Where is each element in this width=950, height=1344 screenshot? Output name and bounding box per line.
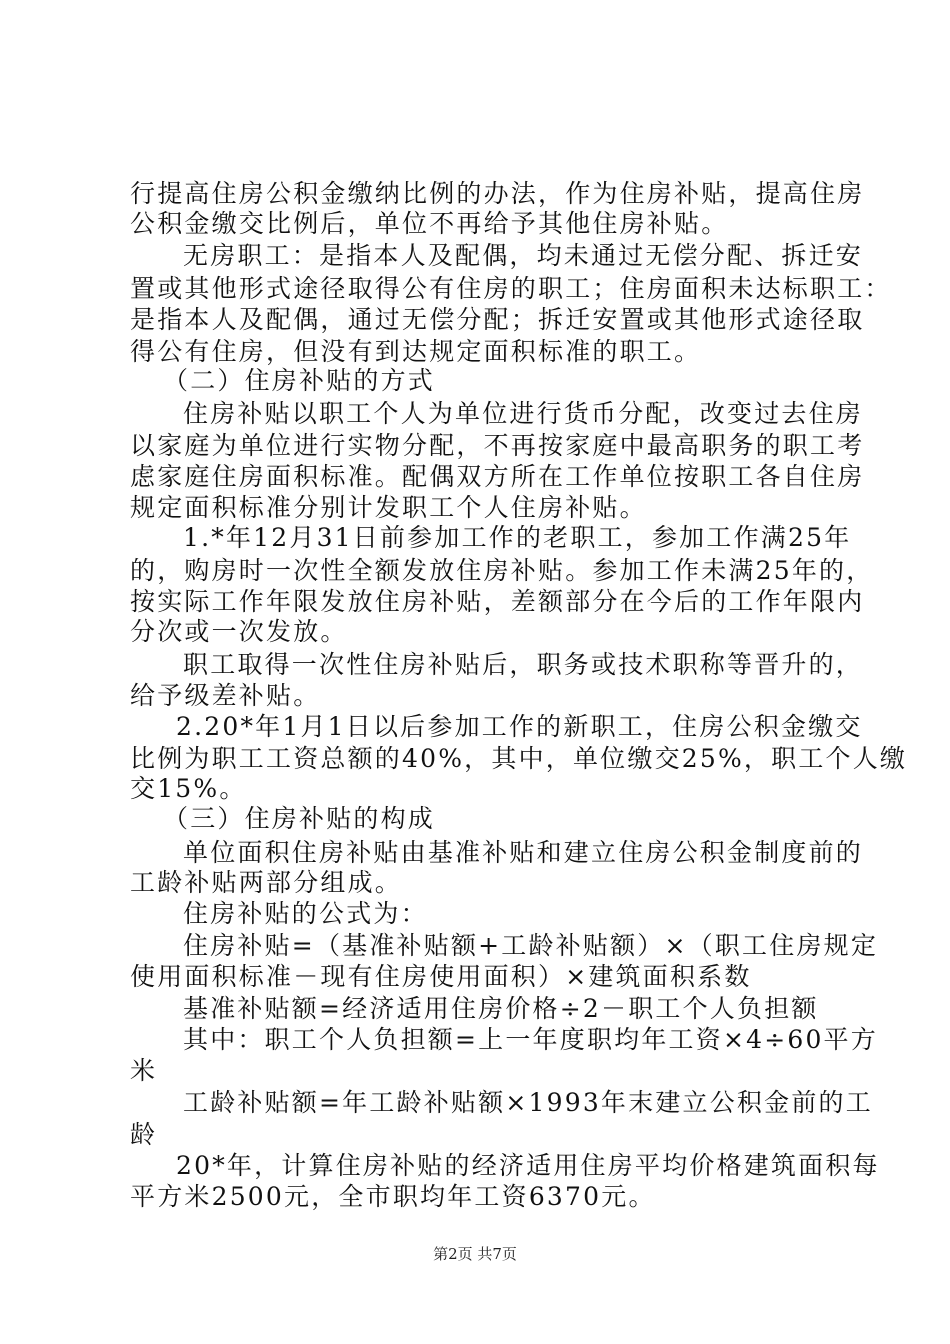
text-line: 平方米2500元，全市职均年工资6370元。 [130,1182,656,1211]
text-line: 比例为职工工资总额的40%，其中，单位缴交25%，职工个人缴 [130,744,908,773]
formula-line: 工龄补贴额=年工龄补贴额×1993年末建立公积金前的工 [183,1088,873,1117]
text-line: 单位面积住房补贴由基准补贴和建立住房公积金制度前的 [183,838,864,867]
text-line: 虑家庭住房面积标准。配偶双方所在工作单位按职工各自住房 [130,462,865,491]
formula-line: 米 [130,1056,158,1085]
text-line: 住房补贴的公式为： [183,899,428,928]
formula-line: 使用面积标准－现有住房使用面积）×建筑面积系数 [130,962,752,991]
text-line: 以家庭为单位进行实物分配，不再按家庭中最高职务的职工考 [130,431,865,460]
text-line: 是指本人及配偶，通过无偿分配；拆迁安置或其他形式途径取 [130,305,865,334]
formula-line: 龄 [130,1120,158,1149]
text-line: 无房职工：是指本人及配偶，均未通过无偿分配、拆迁安 [183,241,864,270]
formula-line: 其中：职工个人负担额=上一年度职均年工资×4÷60平方 [183,1025,878,1054]
section-heading: （三）住房补贴的构成 [163,804,436,833]
text-line: 职工取得一次性住房补贴后，职务或技术职称等晋升的， [183,650,864,679]
formula-line: 基准补贴额=经济适用住房价格÷2－职工个人负担额 [183,994,819,1023]
page-number-footer: 第2页 共7页 [433,1245,517,1263]
text-line: 行提高住房公积金缴纳比例的办法，作为住房补贴，提高住房 [130,179,865,208]
text-line: 住房补贴以职工个人为单位进行货币分配，改变过去住房 [183,399,864,428]
section-heading: （二）住房补贴的方式 [163,366,436,395]
text-line: 按实际工作年限发放住房补贴，差额部分在今后的工作年限内 [130,587,865,616]
text-line: 给予级差补贴。 [130,681,321,710]
text-line: 分次或一次发放。 [130,617,348,646]
text-line: 交15%。 [130,774,247,803]
text-line: 规定面积标准分别计发职工个人住房补贴。 [130,493,647,522]
text-line: 工龄补贴两部分组成。 [130,868,403,897]
text-line: 公积金缴交比例后，单位不再给予其他住房补贴。 [130,209,729,238]
formula-line: 住房补贴=（基准补贴额+工龄补贴额）×（职工住房规定 [183,931,879,960]
text-line: 置或其他形式途径取得公有住房的职工；住房面积未达标职工： [130,274,892,303]
text-line: 的，购房时一次性全额发放住房补贴。参加工作未满25年的， [130,556,874,585]
text-line: 20*年，计算住房补贴的经济适用住房平均价格建筑面积每 [176,1151,880,1180]
text-line: 得公有住房，但没有到达规定面积标准的职工。 [130,337,702,366]
text-line: 2.20*年1月1日以后参加工作的新职工，住房公积金缴交 [176,712,863,741]
text-line: 1.*年12月31日前参加工作的老职工，参加工作满25年 [183,523,852,552]
